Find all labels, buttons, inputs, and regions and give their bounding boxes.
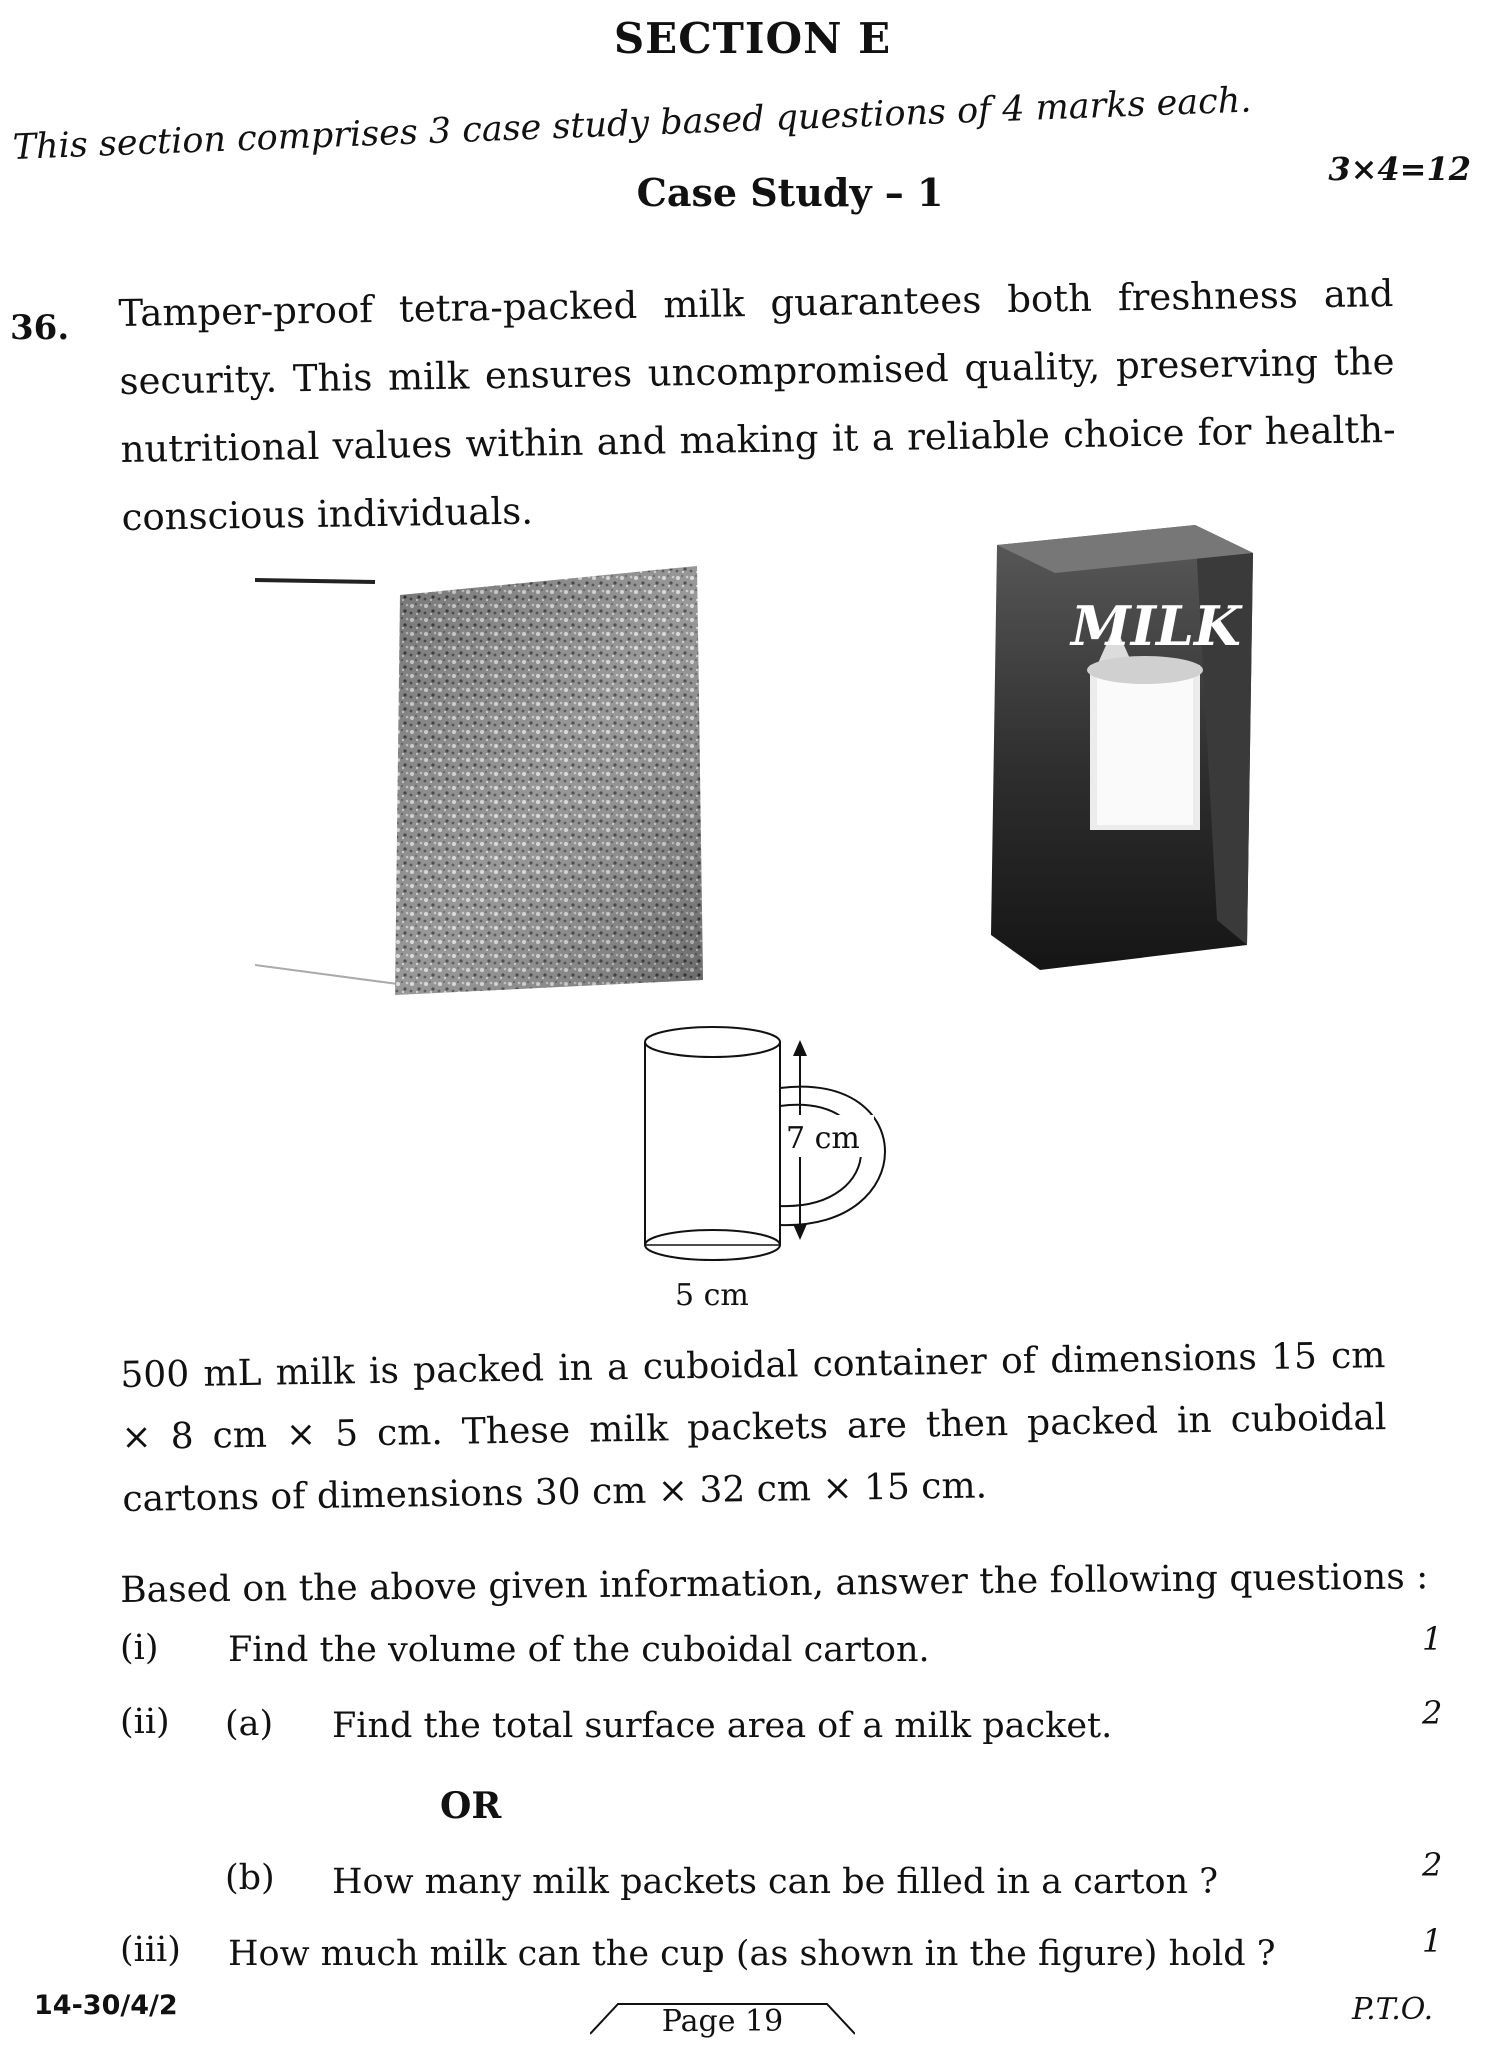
paper-code: 14-30/4/2 — [34, 1990, 178, 2021]
page-number: Page 19 — [661, 2004, 784, 2039]
question-label: (iii) — [120, 1930, 181, 1970]
question-text: How many milk packets can be filled in a carton ? — [332, 1862, 1219, 1902]
questions-prompt: Based on the above given information, answer the following questions : — [120, 1556, 1429, 1611]
cuboid-box-photo — [255, 560, 715, 1010]
question-number: 36. — [10, 308, 70, 348]
milk-carton-label: MILK — [1071, 594, 1241, 658]
pto-label: P.T.O. — [1352, 1992, 1434, 2027]
case-study-facts: 500 mL milk is packed in a cuboidal container of dimensions 15 cm × 8 cm × 5 cm. These milk packets are then packed in cuboidal cartons of dimensions 30 cm × 32 cm × 15 cm. — [120, 1335, 1387, 1520]
question-text: Find the total surface area of a milk packet. — [332, 1706, 1113, 1746]
section-title: SECTION E — [613, 14, 892, 63]
question-text: Find the volume of the cuboidal carton. — [228, 1630, 930, 1670]
case-study-intro: Tamper-proof tetra-packed milk guarantees both freshness and security. This milk ensures uncompromised quality, preserving the nutritional values within and making it a reliable choice for health-conscious individuals. — [118, 271, 1396, 539]
question-text: How much milk can the cup (as shown in the figure) hold ? — [228, 1934, 1276, 1974]
question-marks: 1 — [1422, 1922, 1443, 1960]
question-marks: 1 — [1422, 1620, 1443, 1658]
question-sub-label: (b) — [225, 1858, 275, 1898]
cup-height-label: 7 cm — [786, 1121, 860, 1156]
or-divider: OR — [440, 1785, 502, 1827]
case-study-title: Case Study – 1 — [636, 170, 944, 215]
cup-diameter-label: 5 cm — [675, 1278, 749, 1313]
question-label: (i) — [120, 1628, 159, 1668]
question-sub-label: (a) — [225, 1704, 274, 1744]
question-label: (ii) — [120, 1702, 170, 1742]
milk-carton-photo — [985, 525, 1265, 975]
question-marks: 2 — [1422, 1694, 1443, 1732]
section-description: This section comprises 3 case study based questions of 4 marks each. — [12, 80, 1253, 168]
cup-figure — [620, 1020, 920, 1320]
question-marks: 2 — [1422, 1846, 1443, 1884]
section-marks-total: 3×4=12 — [1328, 150, 1471, 188]
